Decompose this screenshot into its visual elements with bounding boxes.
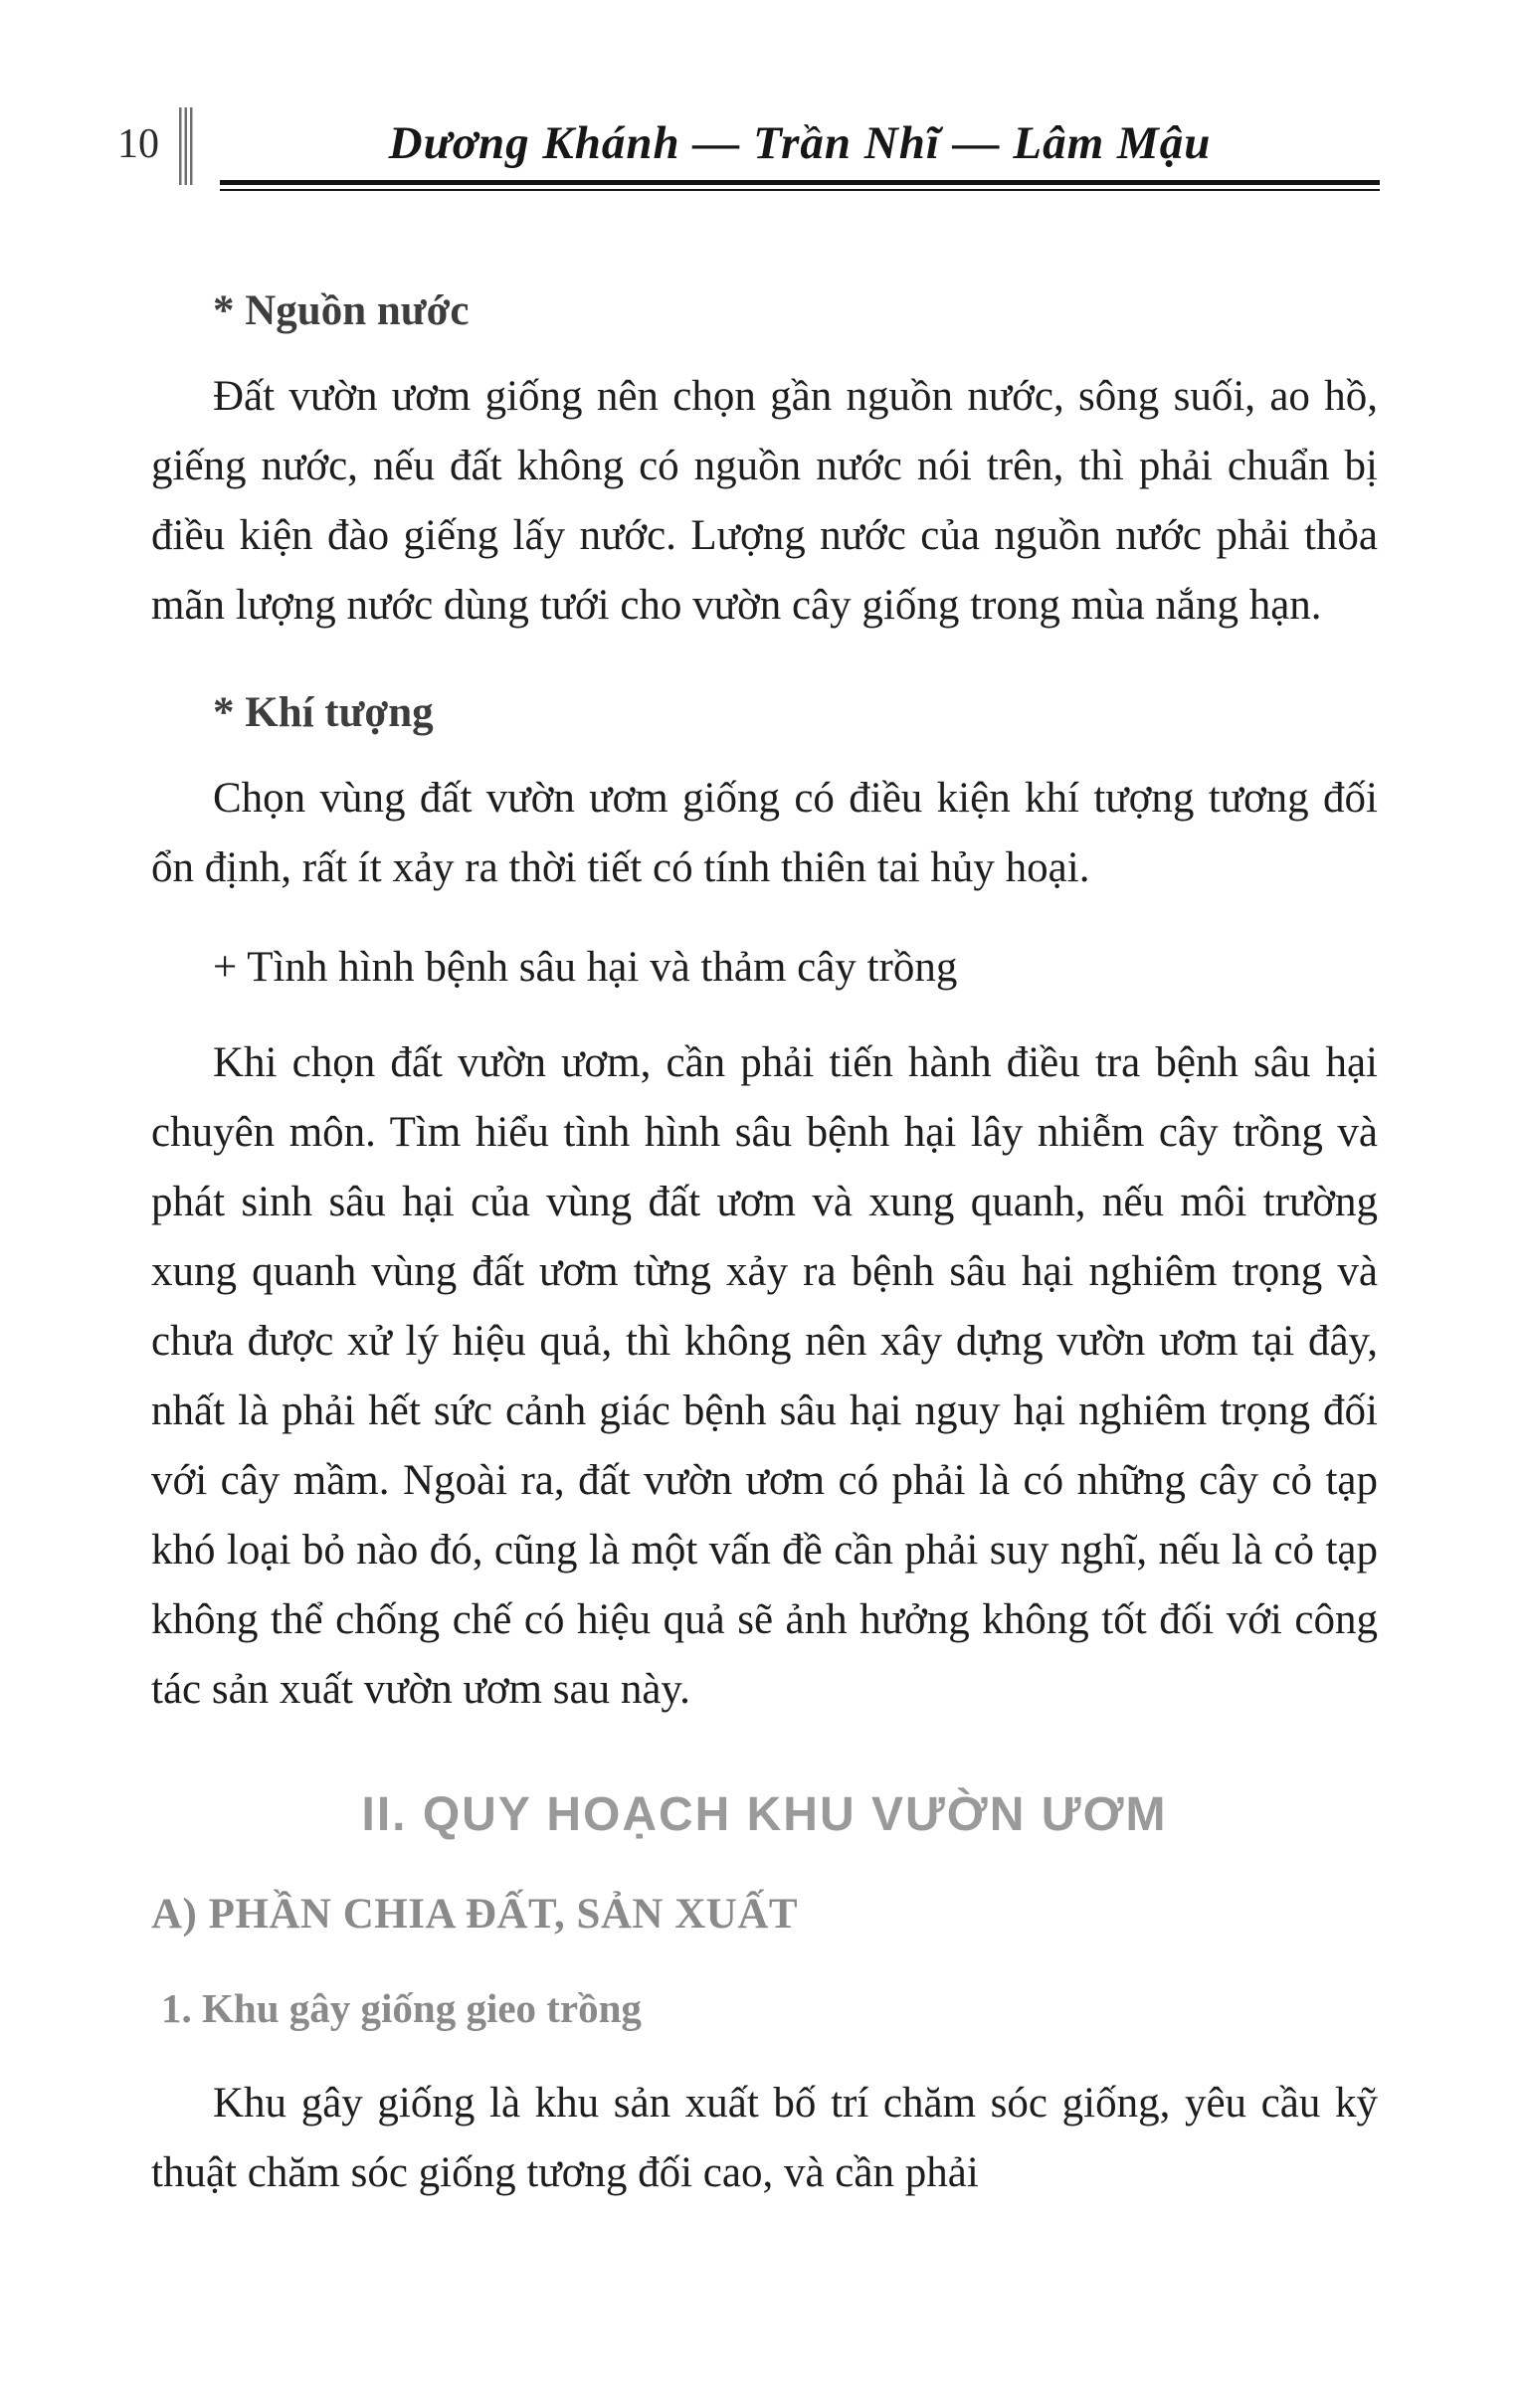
subsection-seeding-area: 1. Khu gây giống gieo trồng xyxy=(161,1985,642,2031)
page-header xyxy=(0,0,1527,191)
page-number: 10 xyxy=(117,121,159,167)
subsection-land-division: A) PHẦN CHIA ĐẤT, SẢN XUẤT xyxy=(151,1891,799,1938)
paragraph-water-source: Đất vườn ươm giống nên chọn gần nguồn nước, sông suối, ao hồ, giếng nước, nếu đất không có nguồn nước nói trên, thì phải chuẩn bị điều kiện đào giếng lấy nước. Lượng nước của nguồn nước phải thỏa mãn lượng nước dùng tưới cho vườn cây giống trong mùa nắng hạn. xyxy=(151,373,1378,629)
header-divider-bar xyxy=(179,107,194,185)
main-content xyxy=(0,191,1527,2208)
heading-water-source: * Nguồn nước xyxy=(213,287,470,334)
pest-topic-line: + Tình hình bệnh sâu hại và thảm cây trồng xyxy=(213,944,958,991)
section-title-nursery-planning: II. QUY HOẠCH KHU VƯỜN ƯƠM xyxy=(361,1788,1168,1841)
paragraph-meteorology: Chọn vùng đất vườn ươm giống có điều kiện khí tượng tương đối ổn định, rất ít xảy ra thời tiết có tính thiên tai hủy hoại. xyxy=(151,775,1378,891)
paragraph-seeding-area: Khu gây giống là khu sản xuất bố trí chăm sóc giống, yêu cầu kỹ thuật chăm sóc giống tương đối cao, và cần phải xyxy=(151,2080,1378,2196)
running-title-authors: Dương Khánh — Trần Nhĩ — Lâm Mậu xyxy=(388,117,1212,170)
paragraph-pest-survey: Khi chọn đất vườn ươm, cần phải tiến hành điều tra bệnh sâu hại chuyên môn. Tìm hiểu tình hình sâu bệnh hại lây nhiễm cây trồng và phát sinh sâu hại của vùng đất ươm và xung quanh, nếu môi trường xung quanh vùng đất ươm từng xảy ra bệnh sâu hại nghiêm trọng và chưa được xử lý hiệu quả, thì không nên xây dựng vườn ươm tại đây, nhất là phải hết sức cảnh giác bệnh sâu hại nguy hại nghiêm trọng đối với cây mầm. Ngoài ra, đất vườn ươm có phải là có những cây cỏ tạp khó loại bỏ nào đó, cũng là một vấn đề cần phải suy nghĩ, nếu là cỏ tạp không thể chống chế có hiệu quả sẽ ảnh hưởng không tốt đối với công tác sản xuất vườn ươm sau này. xyxy=(151,1039,1378,1713)
running-head xyxy=(220,118,1380,191)
header-double-rule xyxy=(220,180,1380,191)
heading-meteorology: * Khí tượng xyxy=(213,689,434,736)
